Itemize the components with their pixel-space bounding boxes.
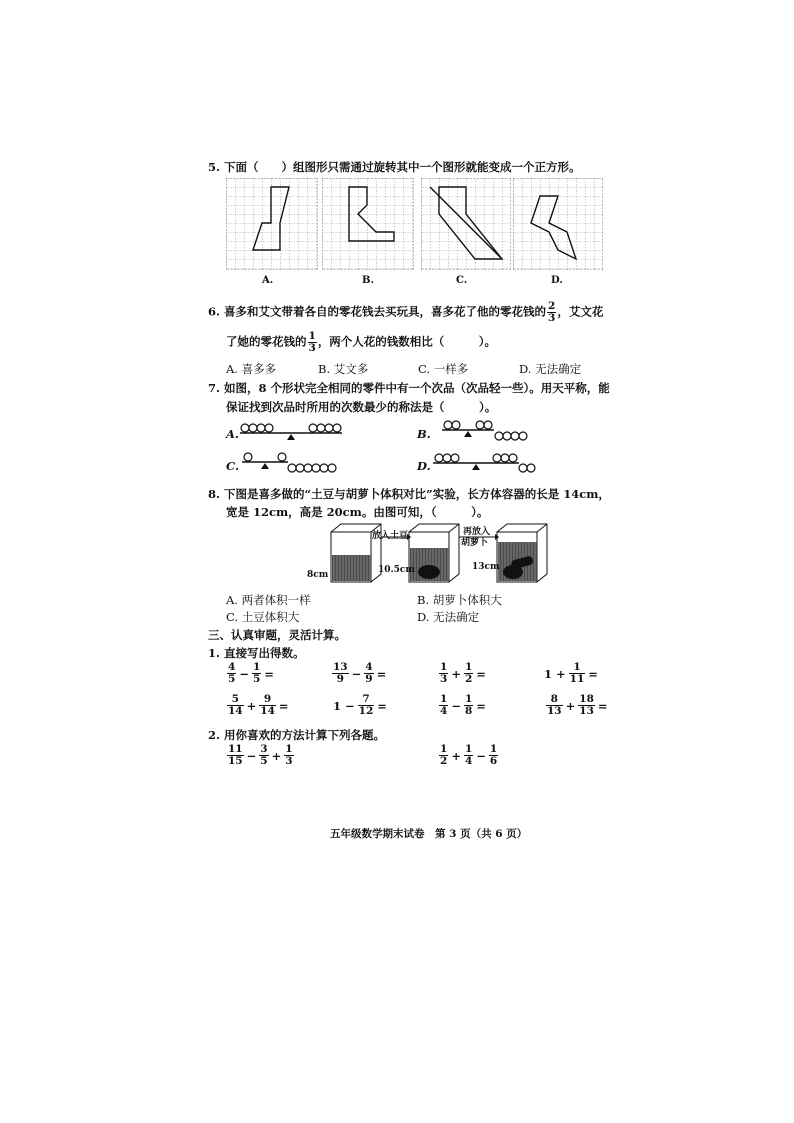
equals-sign: = [476, 698, 486, 713]
q5-option-d[interactable]: D. [551, 275, 563, 286]
calc-expression-2 [438, 744, 499, 767]
equals-sign: = [588, 666, 598, 681]
fraction-den: 14 [228, 705, 243, 717]
fraction-num: 1 [464, 661, 473, 673]
fraction-num: 9 [259, 694, 276, 706]
fraction-num: 7 [358, 694, 375, 706]
q6-fraction-1-den: 3 [548, 312, 556, 324]
operator: − [345, 698, 355, 713]
fraction-den: 13 [579, 705, 594, 717]
operator: + [246, 698, 257, 713]
operator: − [451, 698, 461, 713]
operator: − [246, 748, 257, 763]
fraction-den: 11 [569, 673, 585, 685]
operator: + [556, 666, 566, 681]
operator: − [239, 666, 249, 681]
fraction-den: 3 [440, 673, 448, 685]
q6-option-b[interactable]: B. 艾文多 [318, 362, 369, 376]
q8-line2: 宽是 12cm，高是 20cm。由图可知，（ ）。 [226, 505, 489, 519]
operator: + [271, 748, 282, 763]
fraction-num: 1 [464, 743, 473, 755]
section3-sub1: 1. 直接写出得数。 [208, 646, 305, 660]
fraction-den: 9 [336, 673, 344, 685]
fraction-num: 3 [260, 743, 268, 755]
q8-arrow-label-1: 放入土豆 [372, 531, 409, 541]
q8-arrow-label-2b: 胡萝卜 [461, 538, 489, 548]
q7-option-c[interactable]: C. [226, 459, 239, 473]
q5-option-a[interactable]: A. [262, 275, 274, 286]
fraction-den: 13 [547, 705, 562, 717]
fraction-num: 11 [228, 743, 243, 755]
calc-row2-item4 [545, 694, 610, 717]
q7-option-a[interactable]: A. [226, 427, 239, 441]
calc-row2-item3 [438, 694, 488, 717]
fraction-den: 4 [440, 705, 448, 717]
q6-line1-post: ，艾文花 [557, 304, 604, 319]
fraction-num: 8 [546, 694, 563, 706]
q6-option-c[interactable]: C. 一样多 [418, 362, 469, 376]
q6-fraction-1 [547, 301, 556, 324]
fraction-num: 1 [440, 743, 448, 755]
q6-option-a[interactable]: A. 喜多多 [226, 362, 277, 376]
q8-option-c[interactable]: C. 土豆体积大 [226, 610, 300, 624]
fraction-den: 14 [260, 705, 275, 717]
q7-option-d[interactable]: D. [417, 459, 431, 473]
q8-height-label-3: 13cm [472, 562, 500, 572]
equals-sign: = [377, 698, 387, 713]
calc-row1-item1 [226, 662, 276, 685]
fraction-den: 2 [464, 673, 473, 685]
fraction-den: 6 [489, 755, 498, 767]
q7-scale-d-icon [433, 452, 538, 474]
operator: + [451, 748, 461, 763]
q6-line2-post: ，两个人花的钱数相比（ ）。 [317, 334, 497, 349]
calc-row1-item2 [331, 662, 388, 685]
fraction-den: 9 [365, 673, 373, 685]
page-footer: 五年级数学期末试卷 第 3 页（共 6 页） [330, 828, 528, 840]
whole-number: 1 [333, 698, 342, 713]
fraction-num: 1 [440, 693, 448, 705]
fraction-den: 5 [260, 755, 268, 767]
fraction-den: 5 [228, 673, 236, 685]
fraction-den: 3 [285, 755, 293, 767]
calc-row1-item4 [542, 662, 600, 685]
equals-sign: = [597, 698, 608, 713]
calc-expression-1 [226, 744, 295, 767]
q8-container-figure [323, 522, 548, 588]
q8-option-b[interactable]: B. 胡萝卜体积大 [417, 593, 502, 607]
section3-sub2: 2. 用你喜欢的方法计算下列各题。 [208, 728, 386, 742]
q8-arrow-label-2a: 再放入 [463, 527, 491, 537]
q6-fraction-2 [308, 331, 317, 354]
fraction-num: 1 [285, 743, 293, 755]
q7-option-b[interactable]: B. [417, 427, 431, 441]
q6-fraction-2-num: 1 [308, 330, 316, 342]
q7-scale-b-icon [440, 420, 540, 442]
q6-fraction-2-den: 3 [308, 342, 316, 354]
fraction-num: 13 [333, 661, 348, 673]
q7-scale-a-icon [240, 420, 350, 442]
q5-text: 5. 下面（ ）组图形只需通过旋转其中一个图形就能变成一个正方形。 [208, 160, 581, 174]
fraction-den: 2 [440, 755, 448, 767]
fraction-num: 1 [252, 661, 261, 673]
q6-line1-pre: 6. 喜多和艾文带着各自的零花钱去买玩具，喜多花了他的零花钱的 [208, 304, 547, 319]
q8-line1: 8. 下图是喜多做的“土豆与胡萝卜体积对比”实验，长方体容器的长是 14cm， [208, 487, 610, 501]
section3-title: 三、认真审题，灵活计算。 [208, 628, 346, 642]
fraction-den: 15 [228, 755, 243, 767]
fraction-den: 5 [252, 673, 261, 685]
q5-figure-a [226, 178, 318, 270]
operator: − [351, 666, 362, 681]
whole-number: 1 [544, 666, 553, 681]
fraction-num: 5 [227, 694, 244, 706]
q5-figure-c [421, 178, 511, 270]
q5-option-b[interactable]: B. [362, 275, 374, 286]
q5-option-c[interactable]: C. [456, 275, 468, 286]
fraction-num: 4 [365, 661, 373, 673]
calc-row1-item3 [438, 662, 488, 685]
q6-fraction-1-num: 2 [548, 300, 556, 312]
q5-figure-d [513, 178, 603, 270]
q8-option-a[interactable]: A. 两者体积一样 [226, 593, 311, 607]
equals-sign: = [264, 666, 274, 681]
calc-row2-item2 [331, 694, 389, 717]
equals-sign: = [376, 666, 387, 681]
q7-line1: 7. 如图，8 个形状完全相同的零件中有一个次品（次品轻一些）。用天平称，能 [208, 381, 610, 395]
fraction-den: 4 [464, 755, 473, 767]
operator: − [476, 748, 486, 763]
fraction-num: 1 [489, 743, 498, 755]
fraction-num: 1 [569, 662, 586, 674]
q6-option-d[interactable]: D. 无法确定 [519, 362, 582, 376]
fraction-num: 4 [228, 661, 236, 673]
q6-line2-pre: 了她的零花钱的 [226, 334, 307, 349]
q6-line2 [226, 331, 496, 354]
q8-height-label-2: 10.5cm [378, 565, 415, 575]
fraction-num: 1 [464, 693, 473, 705]
q8-option-d[interactable]: D. 无法确定 [417, 610, 480, 624]
equals-sign: = [278, 698, 289, 713]
fraction-den: 8 [464, 705, 473, 717]
q5-figure-b [322, 178, 414, 270]
equals-sign: = [476, 666, 486, 681]
fraction-num: 18 [579, 693, 594, 705]
q7-scale-c-icon [240, 452, 345, 474]
calc-row2-item1 [226, 694, 291, 717]
fraction-den: 12 [358, 705, 374, 717]
q6-line1 [208, 301, 603, 324]
operator: + [565, 698, 576, 713]
operator: + [451, 666, 461, 681]
q7-line2: 保证找到次品时所用的次数最少的称法是（ ）。 [226, 400, 497, 414]
fraction-num: 1 [440, 661, 448, 673]
q8-height-label-1: 8cm [307, 570, 329, 580]
